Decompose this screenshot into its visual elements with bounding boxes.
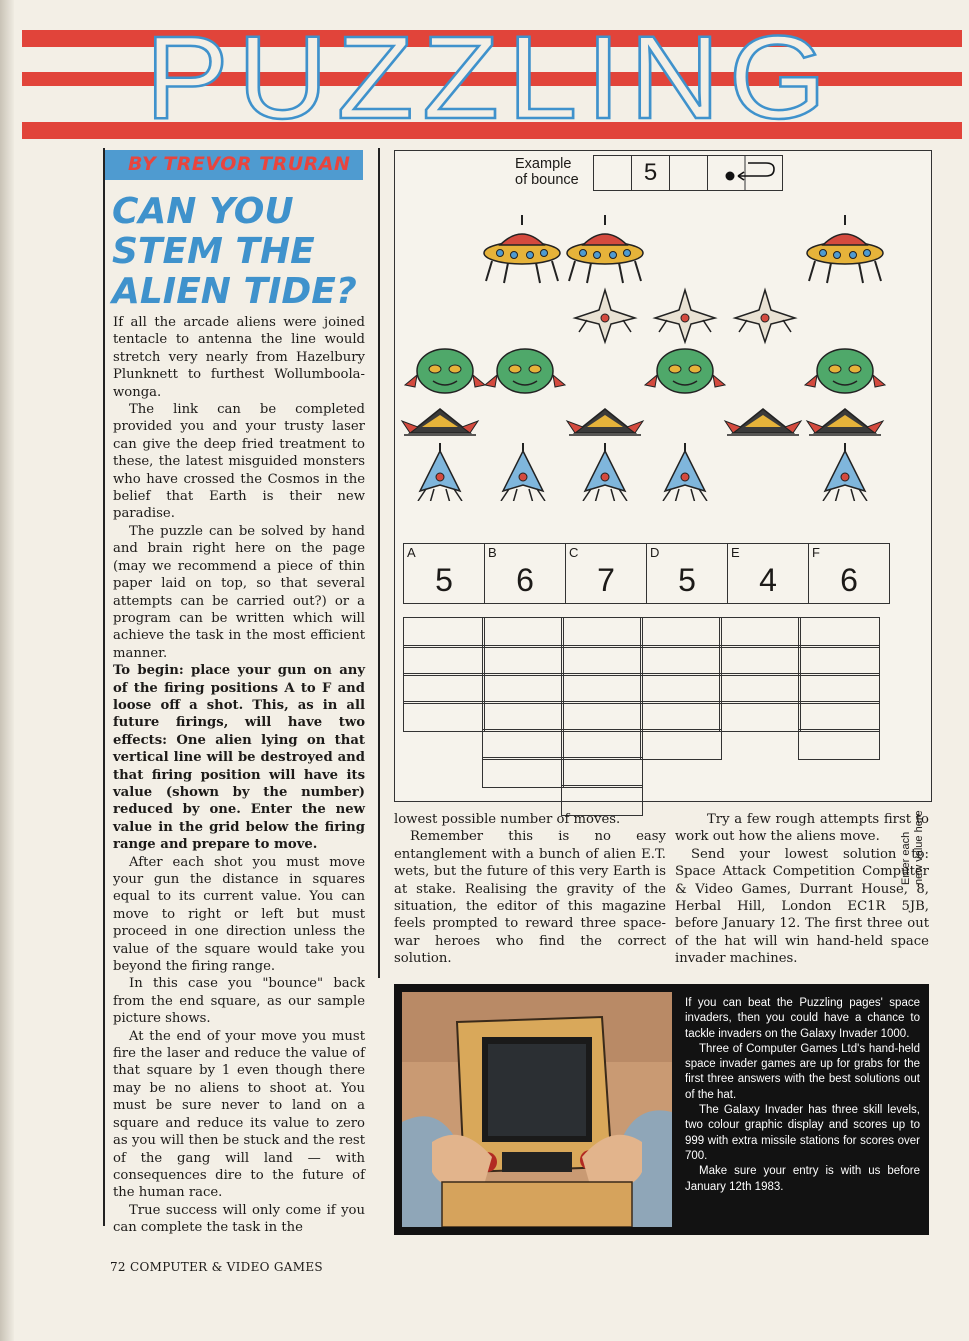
- caption-paragraph: Three of Computer Games Ltd's hand-held space invader games are up for grabs for the first three answers with the best solutions out of the hat.: [685, 1042, 920, 1101]
- firing-position-e[interactable]: [727, 543, 809, 604]
- page-header: [0, 20, 969, 144]
- header-title-art: [0, 20, 969, 145]
- enter-note-line: new value here: [913, 810, 925, 885]
- example-cell-value: 5: [632, 156, 670, 190]
- value-entry-cell[interactable]: [482, 673, 564, 704]
- firing-position-b[interactable]: [484, 543, 566, 604]
- value-entry-cell[interactable]: [482, 701, 564, 732]
- value-entry-cell[interactable]: [719, 673, 801, 704]
- firing-position-value: 5: [678, 562, 696, 598]
- rules-paragraph: To begin: place your gun on any of the firing positions A to F and loose off a shot. This, as in all future firings, will have two effects: One alien lying on that vertical line will be destroyed and that firing position will have its value (shown by the number) reduced by one. Enter the new value in the grid below the firing range and prepare to move.: [113, 663, 365, 853]
- value-entry-cell[interactable]: [482, 729, 564, 760]
- caption-paragraph: If you can beat the Puzzling pages' space invaders, then you could have a chance to tackle invaders on the Galaxy Invader 1000.: [685, 997, 920, 1040]
- alien-formation: [395, 211, 931, 501]
- value-entry-cell[interactable]: [403, 645, 485, 676]
- value-entry-cell[interactable]: [561, 757, 643, 788]
- headline-line: ALIEN TIDE?: [112, 271, 357, 312]
- firing-position-value: 5: [435, 562, 453, 598]
- example-cell: [670, 156, 708, 190]
- body-paragraph: Send your lowest solution to: Space Attack Competition Computer & Video Games, Durrant House, 8, Herbal Hill, London EC1R 5JB, before January 12. The first three out of the hat will win hand-held space invader machines.: [675, 846, 929, 967]
- value-entry-cell[interactable]: [640, 701, 722, 732]
- body-paragraph: In this case you "bounce" back from the end square, as our sample picture shows.: [113, 976, 365, 1027]
- body-paragraph: True success will only come if you can complete the task in the: [113, 1202, 365, 1236]
- example-label: [515, 156, 579, 188]
- caption-paragraph: The Galaxy Invader has three skill levels, two colour graphic display and scores up to 999 with extra missile stations for scores over 700.: [685, 1104, 920, 1162]
- firing-position-c[interactable]: [565, 543, 647, 604]
- handheld-game-illustration: [402, 992, 672, 1227]
- value-entry-cell[interactable]: [798, 673, 880, 704]
- middle-column: [394, 811, 666, 968]
- firing-position-a[interactable]: [403, 543, 485, 604]
- value-entry-cell[interactable]: [561, 701, 643, 732]
- firing-position-f[interactable]: [808, 543, 890, 604]
- value-entry-cell[interactable]: [719, 617, 801, 648]
- body-paragraph: Try a few rough attempts first to work out how the aliens move.: [675, 812, 929, 845]
- firing-position-value: 4: [759, 562, 777, 598]
- value-entry-cell[interactable]: [403, 673, 485, 704]
- firing-position-value: 7: [597, 562, 615, 598]
- value-entry-cell[interactable]: [798, 617, 880, 648]
- body-paragraph: The link can be completed provided you and your trusty laser can give the deep fried treatment to these, the latest misguided monsters who have crossed the Cosmos in the belief that Earth is their new paradise.: [113, 402, 365, 522]
- value-entry-cell[interactable]: [640, 645, 722, 676]
- example-bounce-strip: [593, 155, 783, 191]
- value-entry-cell[interactable]: [640, 617, 722, 648]
- firing-position-value: 6: [840, 562, 858, 598]
- value-entry-cell[interactable]: [561, 729, 643, 760]
- example-cell-bounce: [708, 156, 782, 190]
- handheld-game-photo: [402, 992, 672, 1227]
- column-rule: [103, 148, 105, 1226]
- promo-box: [394, 984, 929, 1235]
- value-entry-cell[interactable]: [719, 701, 801, 732]
- value-entry-cell[interactable]: [798, 729, 880, 760]
- header-title: PUZZLING: [145, 20, 835, 144]
- left-column: [113, 314, 365, 1237]
- right-column: [675, 811, 929, 968]
- value-entry-cell[interactable]: [719, 645, 801, 676]
- firing-position-label: D: [650, 545, 660, 560]
- value-entry-cell[interactable]: [640, 729, 722, 760]
- value-entry-cell[interactable]: [482, 757, 564, 788]
- headline-line: CAN YOU: [112, 191, 294, 232]
- value-entry-cell[interactable]: [798, 701, 880, 732]
- firing-position-value: 6: [516, 562, 534, 598]
- body-paragraph: Remember this is no easy entanglement with a bunch of alien E.T. wets, but the future of this very Earth is at stake. Realising the gravity of the situation, the editor of this magazine feels prompted to reward three space-war heroes who find the correct solution.: [394, 829, 666, 967]
- value-entry-cell[interactable]: [640, 673, 722, 704]
- value-entry-cell[interactable]: [403, 617, 485, 648]
- firing-position-label: E: [731, 545, 740, 560]
- value-entry-cell[interactable]: [561, 673, 643, 704]
- value-entry-cell[interactable]: [561, 617, 643, 648]
- value-entry-cell[interactable]: [403, 701, 485, 732]
- value-entry-cell[interactable]: [482, 617, 564, 648]
- firing-position-label: C: [569, 545, 579, 560]
- page-footer: 72 COMPUTER & VIDEO GAMES: [110, 1260, 323, 1274]
- firing-position-label: A: [407, 545, 416, 560]
- example-label-line: of bounce: [515, 172, 579, 188]
- promo-caption: [685, 996, 920, 1195]
- firing-position-d[interactable]: [646, 543, 728, 604]
- byline: BY TREVOR TRURAN: [128, 153, 351, 175]
- page-gutter: [0, 0, 14, 1341]
- headline-line: STEM THE: [112, 231, 315, 272]
- example-label-line: Example: [515, 156, 572, 172]
- value-entry-cell[interactable]: [482, 645, 564, 676]
- body-paragraph: At the end of your move you must fire the laser and reduce the value of that square by 1 even though there may be no aliens to shoot at. You must be sure never to land on a square and reduce its value to zero as you will then be stuck and the rest of the gang will land — with consequences dire to the future of the human race.: [113, 1028, 365, 1201]
- example-cell: [594, 156, 632, 190]
- bounce-arrow-icon: [708, 156, 782, 190]
- enter-note-line: Enter each: [900, 831, 912, 885]
- body-paragraph: If all the arcade aliens were joined tentacle to antenna the line would stretch very nearly from Hazelbury Plunknett to furthest Wollumboola-wonga.: [113, 315, 365, 400]
- firing-positions: [403, 543, 889, 604]
- body-paragraph: After each shot you must move your gun the distance in squares equal to its current value. You can move to right or left but must proceed in one direction unless the value of the square would take you beyond the firing range.: [113, 854, 365, 975]
- column-rule: [378, 148, 380, 978]
- firing-position-label: B: [488, 545, 497, 560]
- body-paragraph: The puzzle can be solved by hand and brain right here on the page (may we recommend a piece of thin paper laid on top, so that several attempts can be carried out?) or a program can be written which will achieve the task in the most efficient manner.: [113, 523, 365, 661]
- firing-position-label: F: [812, 545, 820, 560]
- caption-paragraph: Make sure your entry is with us before January 12th 1983.: [685, 1165, 920, 1193]
- headline: [112, 192, 372, 312]
- body-paragraph: lowest possible number of moves.: [394, 812, 621, 827]
- value-entry-cell[interactable]: [561, 645, 643, 676]
- value-entry-cell[interactable]: [798, 645, 880, 676]
